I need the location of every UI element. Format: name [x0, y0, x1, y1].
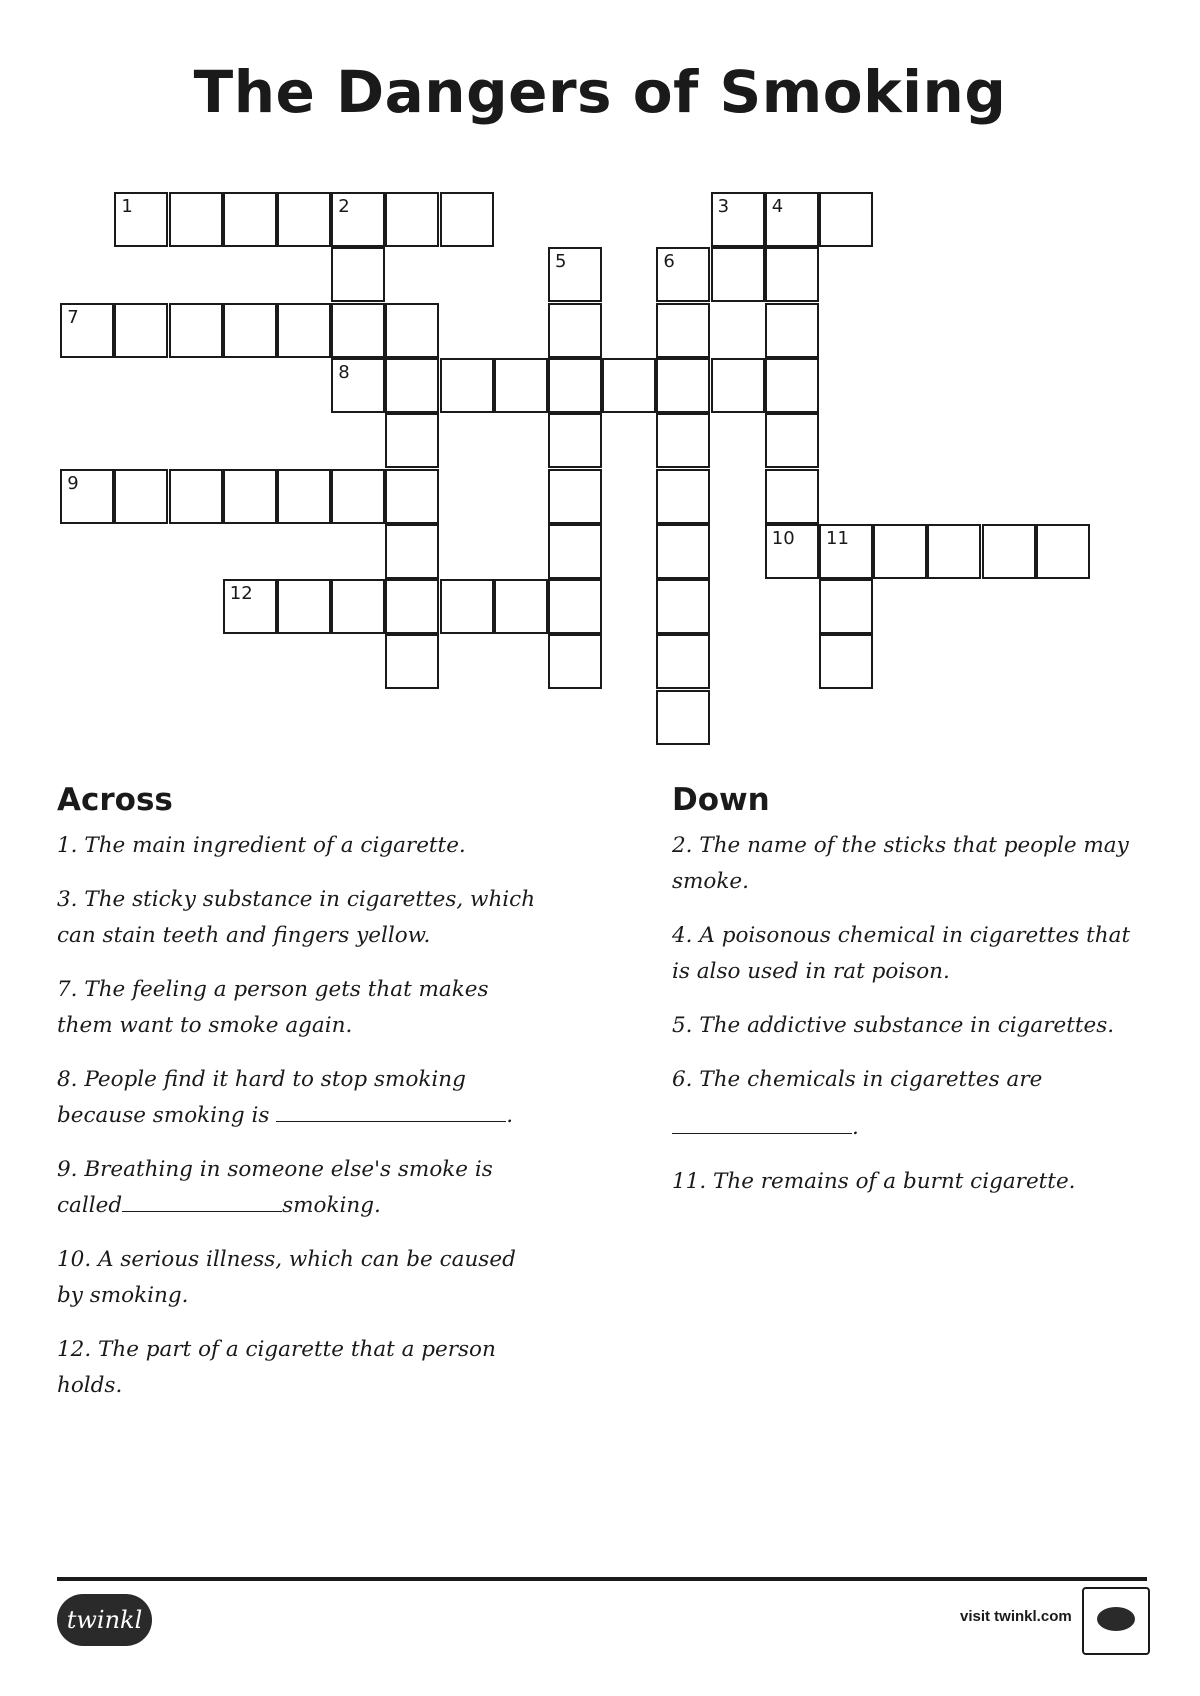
- clue-text: .: [852, 1115, 859, 1140]
- grid-cell[interactable]: [385, 524, 439, 579]
- clue-text: 7. The feeling a person gets that makes them want to smoke again.: [57, 977, 489, 1038]
- grid-cell[interactable]: [385, 469, 439, 524]
- grid-cell[interactable]: [548, 303, 602, 358]
- grid-cell[interactable]: [440, 579, 494, 634]
- grid-cell[interactable]: [385, 579, 439, 634]
- grid-cell[interactable]: [548, 634, 602, 689]
- clue-number: 6: [663, 251, 675, 273]
- clue-item: [672, 918, 1152, 990]
- clue-number: 11: [826, 527, 849, 549]
- clue-text: 10. A serious illness, which can be caused by smoking.: [57, 1247, 516, 1308]
- clue-item: [57, 1062, 537, 1134]
- grid-cell[interactable]: [277, 469, 331, 524]
- clue-text: 1. The main ingredient of a cigarette.: [57, 833, 466, 858]
- grid-cell[interactable]: [765, 247, 819, 302]
- grid-cell[interactable]: [765, 524, 819, 579]
- clue-number: 5: [555, 251, 567, 273]
- grid-cell[interactable]: [1036, 524, 1090, 579]
- grid-cell[interactable]: [385, 303, 439, 358]
- grid-cell[interactable]: [873, 524, 927, 579]
- grid-cell[interactable]: [656, 358, 710, 413]
- grid-cell[interactable]: [656, 579, 710, 634]
- grid-cell[interactable]: [385, 413, 439, 468]
- footer-divider: [57, 1577, 1147, 1581]
- clue-number: 2: [338, 196, 350, 217]
- grid-cell[interactable]: [223, 469, 277, 524]
- grid-cell[interactable]: [548, 524, 602, 579]
- grid-cell[interactable]: [114, 303, 168, 358]
- grid-cell[interactable]: [223, 303, 277, 358]
- clue-text: .: [506, 1103, 514, 1128]
- clue-item: [57, 1152, 537, 1224]
- clue-number: 4: [771, 196, 784, 217]
- grid-cell[interactable]: [494, 579, 548, 634]
- clue-item: [57, 828, 537, 864]
- grid-cell[interactable]: [765, 192, 819, 247]
- clue-text: smoking.: [282, 1193, 381, 1218]
- grid-cell[interactable]: [385, 192, 439, 247]
- clue-text: 8. People find it hard to stop smoking because smoking is: [57, 1067, 466, 1128]
- clue-number: 12: [229, 583, 253, 605]
- grid-cell[interactable]: [277, 192, 331, 247]
- clue-number: 10: [771, 527, 795, 549]
- grid-cell[interactable]: [656, 524, 710, 579]
- grid-cell[interactable]: [223, 192, 277, 247]
- quality-badge-icon: [1082, 1587, 1150, 1655]
- clue-item: [672, 1008, 1152, 1044]
- across-clues: [57, 782, 537, 1422]
- grid-cell[interactable]: [656, 634, 710, 689]
- down-clue-list: [672, 828, 1152, 1200]
- grid-cell[interactable]: [169, 469, 223, 524]
- grid-cell[interactable]: [331, 469, 385, 524]
- grid-cell[interactable]: [711, 358, 765, 413]
- grid-cell[interactable]: [331, 192, 385, 247]
- grid-cell[interactable]: [223, 579, 277, 634]
- grid-cell[interactable]: [331, 579, 385, 634]
- down-clues: [672, 782, 1152, 1218]
- grid-cell[interactable]: [60, 303, 114, 358]
- grid-cell[interactable]: [819, 192, 873, 247]
- visit-link[interactable]: visit twinkl.com: [960, 1608, 1072, 1625]
- grid-cell[interactable]: [385, 634, 439, 689]
- grid-cell[interactable]: [765, 303, 819, 358]
- page-title: The Dangers of Smoking: [193, 58, 1007, 126]
- clue-text: 11. The remains of a burnt cigarette.: [672, 1169, 1076, 1194]
- grid-cell[interactable]: [277, 303, 331, 358]
- across-clue-list: [57, 828, 537, 1404]
- grid-cell[interactable]: [494, 358, 548, 413]
- clue-text: 5. The addictive substance in cigarettes.: [672, 1013, 1115, 1038]
- clue-item: [672, 1164, 1152, 1200]
- grid-cell[interactable]: [169, 303, 223, 358]
- clue-item: [57, 1332, 537, 1404]
- grid-cell[interactable]: [602, 358, 656, 413]
- grid-cell[interactable]: [114, 192, 168, 247]
- grid-cell[interactable]: [169, 192, 223, 247]
- grid-cell[interactable]: [548, 469, 602, 524]
- grid-cell[interactable]: [331, 303, 385, 358]
- grid-cell[interactable]: [656, 413, 710, 468]
- clue-item: [672, 1062, 1152, 1146]
- grid-cell[interactable]: [440, 358, 494, 413]
- clue-number: 9: [67, 472, 79, 494]
- grid-cell[interactable]: [656, 303, 710, 358]
- grid-cell[interactable]: [765, 413, 819, 468]
- grid-cell[interactable]: [982, 524, 1036, 579]
- clue-number: 8: [338, 361, 350, 383]
- grid-cell[interactable]: [548, 358, 602, 413]
- answer-blank[interactable]: [122, 1189, 282, 1212]
- grid-cell[interactable]: [114, 469, 168, 524]
- across-heading: Across: [57, 782, 173, 818]
- grid-cell[interactable]: [331, 358, 385, 413]
- grid-cell[interactable]: [927, 524, 981, 579]
- clue-item: [672, 828, 1152, 900]
- clue-item: [57, 1242, 537, 1314]
- down-heading: Down: [672, 782, 770, 818]
- grid-cell[interactable]: [60, 469, 114, 524]
- grid-cell[interactable]: [385, 358, 439, 413]
- grid-cell[interactable]: [819, 634, 873, 689]
- grid-cell[interactable]: [765, 358, 819, 413]
- grid-cell[interactable]: [711, 192, 765, 247]
- clue-text: 12. The part of a cigarette that a person holds.: [57, 1337, 496, 1398]
- clue-text: 4. A poisonous chemical in cigarettes that is also used in rat poison.: [672, 923, 1131, 984]
- grid-cell[interactable]: [819, 579, 873, 634]
- grid-cell[interactable]: [765, 469, 819, 524]
- clue-number: 7: [67, 306, 79, 328]
- crossword-grid: [0, 0, 1200, 760]
- grid-cell[interactable]: [656, 690, 710, 745]
- grid-cell[interactable]: [548, 579, 602, 634]
- clue-item: [57, 882, 537, 954]
- twinkl-logo: twinkl: [57, 1594, 152, 1646]
- grid-cell[interactable]: [711, 247, 765, 302]
- grid-cell[interactable]: [277, 579, 331, 634]
- grid-cell[interactable]: [548, 413, 602, 468]
- grid-cell[interactable]: [819, 524, 873, 579]
- answer-blank[interactable]: [276, 1099, 506, 1122]
- clue-number: 1: [121, 196, 133, 217]
- clue-text: 2. The name of the sticks that people may smoke.: [672, 833, 1129, 894]
- clue-item: [57, 972, 537, 1044]
- clue-text: 9. Breathing in someone else's smoke is called: [57, 1157, 493, 1218]
- grid-cell[interactable]: [331, 247, 385, 302]
- answer-blank[interactable]: [672, 1111, 852, 1134]
- clue-text: 6. The chemicals in cigarettes are: [672, 1067, 1043, 1092]
- grid-cell[interactable]: [548, 247, 602, 302]
- clue-number: 3: [717, 196, 730, 217]
- grid-cell[interactable]: [440, 192, 494, 247]
- grid-cell[interactable]: [656, 247, 710, 302]
- grid-cell[interactable]: [656, 469, 710, 524]
- clue-text: 3. The sticky substance in cigarettes, which can stain teeth and fingers yellow.: [57, 887, 536, 948]
